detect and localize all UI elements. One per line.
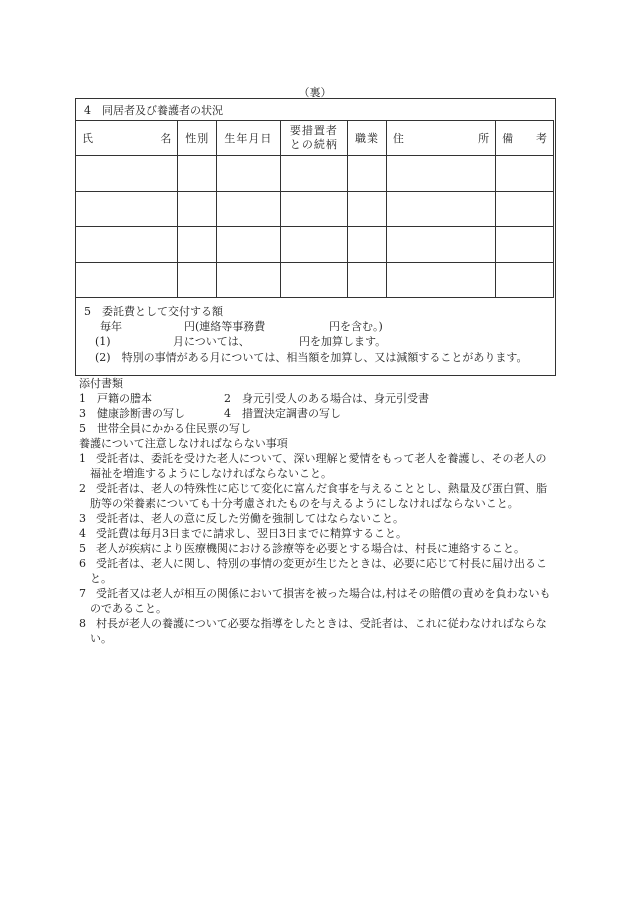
cell-occupation[interactable] xyxy=(348,156,387,192)
cell-address[interactable] xyxy=(386,263,495,298)
cell-remarks[interactable] xyxy=(496,192,554,227)
attachment-item: 4 措置決定調書の写し xyxy=(224,407,341,420)
table-header-row xyxy=(76,121,554,156)
item2-text: (2) 特別の事情がある月については、相当額を加算し、又は減額することがあります。 xyxy=(95,351,528,364)
cell-birthdate[interactable] xyxy=(217,192,281,227)
table-row xyxy=(76,227,554,263)
attachments-title: 添付書類 xyxy=(79,377,123,390)
cell-address[interactable] xyxy=(386,156,495,192)
cell-sex[interactable] xyxy=(178,263,217,298)
cell-sex[interactable] xyxy=(178,227,217,263)
cell-sex[interactable] xyxy=(178,156,217,192)
attachment-item: 1 戸籍の謄本 xyxy=(79,392,152,405)
cell-relation[interactable] xyxy=(280,192,347,227)
col-address: 住 所 xyxy=(386,121,495,156)
col-birthdate: 生年月日 xyxy=(217,121,281,156)
attachment-row xyxy=(79,406,554,421)
cell-birthdate[interactable] xyxy=(217,263,281,298)
cell-address[interactable] xyxy=(386,192,495,227)
cohabitant-table xyxy=(75,120,554,298)
col-name: 氏 名 xyxy=(76,121,178,156)
note-item: 8 村長が老人の養護について必要な指導をしたときは、受託者は、これに従わなければならない。 xyxy=(79,617,547,645)
form-frame xyxy=(75,98,556,376)
table-row xyxy=(76,263,554,298)
col-sex: 性別 xyxy=(178,121,217,156)
cell-name[interactable] xyxy=(76,227,178,263)
annual-label: 毎年 xyxy=(100,320,122,333)
table-row xyxy=(76,192,554,227)
page-side-label: （裏） xyxy=(298,86,332,99)
cell-occupation[interactable] xyxy=(348,263,387,298)
note-item: 3 受託者は、老人の意に反した労働を強制してはならないこと。 xyxy=(79,512,404,525)
attachment-item: 2 身元引受人のある場合は、身元引受書 xyxy=(224,392,429,405)
cell-occupation[interactable] xyxy=(348,227,387,263)
col-occupation: 職業 xyxy=(348,121,387,156)
item1-add-label: 円を加算します。 xyxy=(299,335,387,348)
cell-relation[interactable] xyxy=(280,156,347,192)
cell-address[interactable] xyxy=(386,227,495,263)
note-item: 4 受託費は毎月3日までに請求し、翌日3日までに精算すること。 xyxy=(79,527,407,540)
note-item: 7 受託者又は老人が相互の関係において損害を被った場合は,村はその賠償の責めを負わないものであること。 xyxy=(79,587,551,615)
note-item: 5 老人が疾病により医療機関における診療等を必要とする場合は、村長に連絡すること。 xyxy=(79,542,525,555)
cell-relation[interactable] xyxy=(280,263,347,298)
item1-number: (1) xyxy=(95,335,111,348)
note-item: 1 受託者は、委託を受けた老人について、深い理解と愛情をもって老人を養護し、その老人の福祉を増進するようにしなければならないこと。 xyxy=(79,452,547,480)
cell-relation[interactable] xyxy=(280,227,347,263)
section5-title: 5 委託費として交付する額 xyxy=(84,305,223,318)
cell-remarks[interactable] xyxy=(496,227,554,263)
attachment-item: 5 世帯全員にかかる住民票の写し xyxy=(79,422,251,435)
body-text xyxy=(79,376,554,646)
item1-month-label: 月については、 xyxy=(173,335,250,348)
cell-occupation[interactable] xyxy=(348,192,387,227)
cell-name[interactable] xyxy=(76,263,178,298)
notes-title: 養護について注意しなければならない事項 xyxy=(79,437,288,450)
attachment-item: 3 健康診断書の写し xyxy=(79,407,185,420)
attachment-row xyxy=(79,391,554,406)
cell-birthdate[interactable] xyxy=(217,156,281,192)
cell-name[interactable] xyxy=(76,192,178,227)
note-item: 2 受託者は、老人の特殊性に応じて変化に富んだ食事を与えることとし、熱量及び蛋白質、脂肪等の栄養素についても十分考慮されたものを与えるようにしなければならないこと。 xyxy=(79,482,547,510)
admin-fee-label: 円(連絡等事務費 xyxy=(184,320,266,333)
cell-remarks[interactable] xyxy=(496,263,554,298)
table-row xyxy=(76,156,554,192)
cell-remarks[interactable] xyxy=(496,156,554,192)
admin-fee-suffix: 円を含む。) xyxy=(329,320,383,333)
col-remarks: 備 考 xyxy=(496,121,554,156)
section4-title: 4 同居者及び養護者の状況 xyxy=(84,104,223,117)
cell-birthdate[interactable] xyxy=(217,227,281,263)
note-item: 6 受託者は、老人に関し、特別の事情の変更が生じたときは、必要に応じて村長に届け出ること。 xyxy=(79,557,547,585)
col-relation: 要措置者 との続柄 xyxy=(280,121,347,156)
cell-name[interactable] xyxy=(76,156,178,192)
cell-sex[interactable] xyxy=(178,192,217,227)
